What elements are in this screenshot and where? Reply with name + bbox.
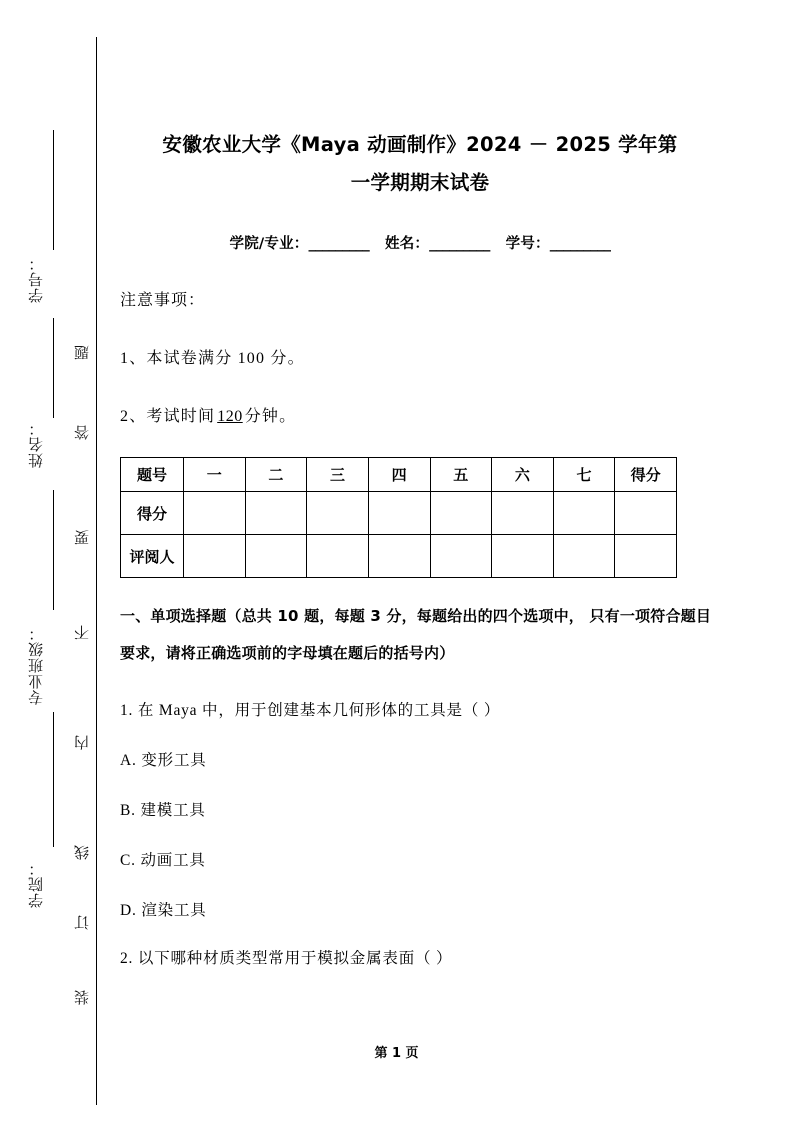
binding-char-5: 线 [75,845,91,860]
question-1-stem: 1. 在 Maya 中，用于创建基本几何形体的工具是（ ） [120,702,501,719]
notice-item-1: 1、本试卷满分 100 分。 [120,350,305,367]
question-1-option-d[interactable]: D. 渲染工具 [120,902,207,919]
binding-char-2: 要 [75,530,91,545]
score-cell[interactable] [245,492,307,535]
score-row-label-1: 评阅人 [121,535,184,578]
notice-item-2 [120,403,720,426]
score-header-cell-5: 五 [430,458,492,492]
margin-label-student-id: 学号： [29,255,45,303]
name-blank[interactable]: _________ [429,236,490,252]
score-header-cell-0: 题号 [121,458,184,492]
name-label: 姓名： [385,236,430,252]
score-cell[interactable] [430,492,492,535]
page-footer: 第 1 页 [374,1046,419,1061]
question-2-stem: 2. 以下哪种材质类型常用于模拟金属表面（ ） [120,950,453,967]
margin-rule-outer-seg-1 [53,130,54,250]
binding-char-7: 装 [75,990,91,1005]
reviewer-cell[interactable] [492,535,554,578]
margin-rule-inner [96,37,97,1105]
table-row [121,492,677,535]
score-row-label-0: 得分 [121,492,184,535]
score-cell[interactable] [368,492,430,535]
score-cell[interactable] [307,492,369,535]
question-1-option-a[interactable]: A. 变形工具 [120,752,207,769]
section-heading [120,598,720,672]
exam-duration-value: 120 [217,408,243,425]
margin-rule-outer-seg-4 [53,712,54,847]
exam-content [120,0,720,968]
score-header-cell-7: 七 [553,458,615,492]
section-heading-line-2: 只有一项符合题目要求，请将正确选项前的字母填在题后的括号内） [120,607,712,662]
score-cell[interactable] [553,492,615,535]
notice-item-2-suffix: 分钟。 [244,408,297,425]
reviewer-cell[interactable] [245,535,307,578]
score-header-cell-6: 六 [492,458,554,492]
reviewer-cell[interactable] [368,535,430,578]
table-row [121,535,677,578]
question-1-option-c[interactable]: C. 动画工具 [120,852,206,869]
score-header-cell-4: 四 [368,458,430,492]
score-table [120,457,677,578]
margin-label-name: 姓名： [29,420,45,468]
notice-heading: 注意事项： [120,292,206,309]
score-header-cell-2: 二 [245,458,307,492]
binding-char-1: 答 [75,425,91,440]
binding-char-0: 题 [75,345,91,360]
reviewer-cell[interactable] [615,535,677,578]
reviewer-cell[interactable] [553,535,615,578]
student-id-label: 学号： [505,236,550,252]
score-cell[interactable] [492,492,554,535]
score-cell[interactable] [615,492,677,535]
margin-rule-outer-seg-3 [53,490,54,610]
score-header-cell-1: 一 [184,458,246,492]
margin-label-college: 学院： [29,860,45,908]
reviewer-cell[interactable] [430,535,492,578]
table-row-header [121,458,677,492]
score-header-cell-3: 三 [307,458,369,492]
question-1-option-b[interactable]: B. 建模工具 [120,802,206,819]
student-info-row [120,232,720,253]
section-heading-line-1: 一、单项选择题（总共 10 题，每题 3 分，每题给出的四个选项中， [120,607,585,625]
title-line-2: 一学期期末试卷 [350,171,490,194]
notice-item-2-prefix: 2、考试时间 [120,408,216,425]
reviewer-cell[interactable] [184,535,246,578]
score-cell[interactable] [184,492,246,535]
title-line-1: 安徽农业大学《Maya 动画制作》2024 － 2025 学年第 [162,133,678,156]
binding-char-3: 不 [75,625,91,640]
college-major-label: 学院/专业： [229,236,309,252]
binding-char-4: 内 [75,735,91,750]
page-title [120,0,720,202]
student-id-blank[interactable]: _________ [549,236,611,252]
margin-label-class: 专业班级： [29,625,45,705]
score-header-cell-8: 得分 [615,458,677,492]
reviewer-cell[interactable] [307,535,369,578]
binding-char-6: 订 [75,915,91,930]
college-major-blank[interactable]: _________ [308,236,370,252]
margin-rule-outer-seg-2 [53,318,54,418]
